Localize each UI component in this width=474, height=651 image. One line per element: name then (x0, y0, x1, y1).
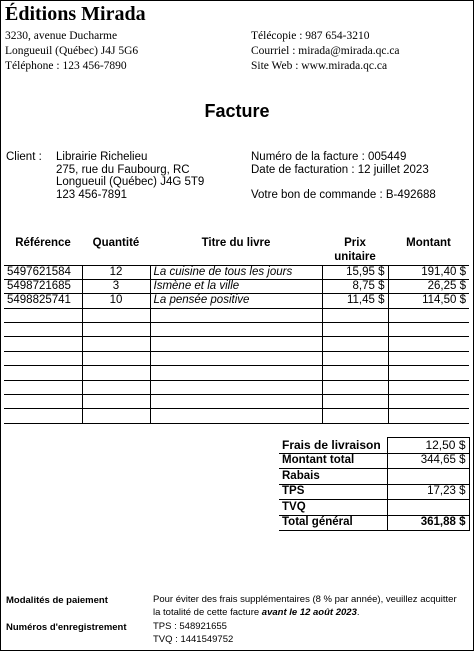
client-city: Longueuil (Québec) J4G 5T9 (56, 176, 205, 188)
empty-cell (388, 323, 469, 337)
empty-cell (4, 409, 82, 423)
discount-value (387, 469, 469, 485)
payment-terms-line2-start: la totalité de cette facture (153, 607, 262, 618)
totals-row-discount (279, 469, 469, 485)
header-unit-price: Prix unitaire (334, 237, 376, 263)
cell-quantity: 12 (82, 265, 150, 279)
company-email: Courriel : mirada@mirada.qc.ca (251, 45, 400, 57)
totals-row-subtotal (279, 453, 469, 469)
table-row-empty (4, 308, 469, 322)
empty-cell (150, 380, 322, 394)
client-phone: 123 456-7891 (56, 188, 127, 201)
empty-cell (82, 366, 150, 380)
totals-table (279, 437, 470, 531)
empty-cell (4, 351, 82, 365)
empty-cell (388, 366, 469, 380)
table-row-empty (4, 409, 469, 423)
table-row-empty (4, 351, 469, 365)
table-row (4, 279, 469, 293)
totals-row-tvq (279, 500, 469, 516)
empty-cell (150, 409, 322, 423)
totals-row-tps (279, 484, 469, 500)
tps-label: TPS (279, 484, 387, 500)
subtotal-value: 344,65 $ (387, 453, 469, 469)
cell-reference: 5497621584 (4, 265, 82, 279)
items-table (4, 233, 469, 424)
totals-row-shipping (279, 438, 469, 454)
table-row-empty (4, 337, 469, 351)
empty-cell (150, 395, 322, 409)
shipping-label: Frais de livraison (279, 438, 387, 454)
empty-cell (4, 323, 82, 337)
client-label: Client : (6, 151, 42, 163)
table-row (4, 265, 469, 279)
table-row-empty (4, 380, 469, 394)
empty-cell (82, 380, 150, 394)
empty-cell (150, 308, 322, 322)
payment-terms-line1: Pour éviter des frais supplémentaires (8 % par année), veuillez acquitter (153, 594, 457, 605)
header-quantity: Quantité (92, 237, 140, 249)
empty-cell (82, 351, 150, 365)
header-book-title: Titre du livre (201, 237, 271, 249)
totals-row-grand-total (279, 515, 469, 531)
client-street: 275, rue du Faubourg, RC (56, 163, 190, 176)
payment-due-date: avant le 12 août 2023 (261, 607, 357, 618)
empty-cell (322, 409, 388, 423)
cell-unit-price: 8,75 $ (322, 279, 388, 293)
header-amount: Montant (406, 237, 451, 249)
empty-cell (4, 395, 82, 409)
empty-cell (4, 380, 82, 394)
tvq-label: TVQ (279, 500, 387, 516)
grand-total-label: Total général (279, 515, 387, 531)
invoice-number: Numéro de la facture : 005449 (251, 151, 407, 163)
empty-cell (388, 351, 469, 365)
table-row-empty (4, 395, 469, 409)
payment-terms-line2 (153, 606, 360, 620)
cell-reference: 5498721685 (4, 279, 82, 293)
empty-cell (322, 395, 388, 409)
empty-cell (150, 351, 322, 365)
empty-cell (4, 366, 82, 380)
empty-cell (388, 380, 469, 394)
empty-cell (4, 308, 82, 322)
cell-amount: 191,40 $ (388, 265, 469, 279)
grand-total-value: 361,88 $ (387, 515, 469, 531)
subtotal-label: Montant total (279, 453, 387, 469)
empty-cell (388, 395, 469, 409)
cell-amount: 114,50 $ (388, 294, 469, 308)
cell-amount: 26,25 $ (388, 279, 469, 293)
table-row-empty (4, 323, 469, 337)
empty-cell (388, 308, 469, 322)
company-fax: Télécopie : 987 654-3210 (251, 30, 370, 42)
empty-cell (4, 337, 82, 351)
cell-reference: 5498825741 (4, 294, 82, 308)
discount-label: Rabais (279, 469, 387, 485)
cell-book-title: La pensée positive (150, 294, 322, 308)
cell-book-title: La cuisine de tous les jours (150, 265, 322, 279)
empty-cell (322, 380, 388, 394)
empty-cell (82, 323, 150, 337)
tps-value: 17,23 $ (387, 484, 469, 500)
company-phone: Téléphone : 123 456-7890 (5, 60, 127, 72)
shipping-value: 12,50 $ (387, 438, 469, 454)
payment-terms-line2-end: . (356, 607, 360, 618)
empty-cell (82, 395, 150, 409)
header-reference: Référence (15, 237, 71, 249)
payment-terms-label: Modalités de paiement (6, 595, 108, 606)
tvq-registration: TVQ : 1441549752 (153, 634, 234, 645)
cell-unit-price: 11,45 $ (322, 294, 388, 308)
table-header-row (4, 233, 469, 265)
empty-cell (82, 308, 150, 322)
empty-cell (150, 337, 322, 351)
cell-unit-price: 15,95 $ (322, 265, 388, 279)
invoice-date: Date de facturation : 12 juillet 2023 (251, 163, 429, 176)
registration-label: Numéros d'enregistrement (6, 622, 127, 633)
cell-quantity: 10 (82, 294, 150, 308)
empty-cell (322, 323, 388, 337)
empty-cell (322, 366, 388, 380)
cell-book-title: Ismène et la ville (150, 279, 322, 293)
empty-cell (82, 409, 150, 423)
company-address-line2: Longueuil (Québec) J4J 5G6 (5, 45, 139, 57)
empty-cell (82, 337, 150, 351)
empty-cell (322, 351, 388, 365)
company-website: Site Web : www.mirada.qc.ca (251, 60, 388, 72)
client-name: Librairie Richelieu (56, 151, 148, 163)
empty-cell (322, 308, 388, 322)
empty-cell (150, 366, 322, 380)
tps-registration: TPS : 548921655 (153, 621, 227, 632)
table-row (4, 294, 469, 308)
empty-cell (388, 409, 469, 423)
purchase-order-number: Votre bon de commande : B-492688 (251, 188, 436, 201)
empty-cell (150, 323, 322, 337)
table-row-empty (4, 366, 469, 380)
empty-cell (388, 337, 469, 351)
company-name: Éditions Mirada (5, 3, 146, 25)
company-address-line1: 3230, avenue Ducharme (5, 30, 118, 42)
invoice-title: Facture (204, 101, 270, 121)
tvq-value (387, 500, 469, 516)
empty-cell (322, 337, 388, 351)
cell-quantity: 3 (82, 279, 150, 293)
